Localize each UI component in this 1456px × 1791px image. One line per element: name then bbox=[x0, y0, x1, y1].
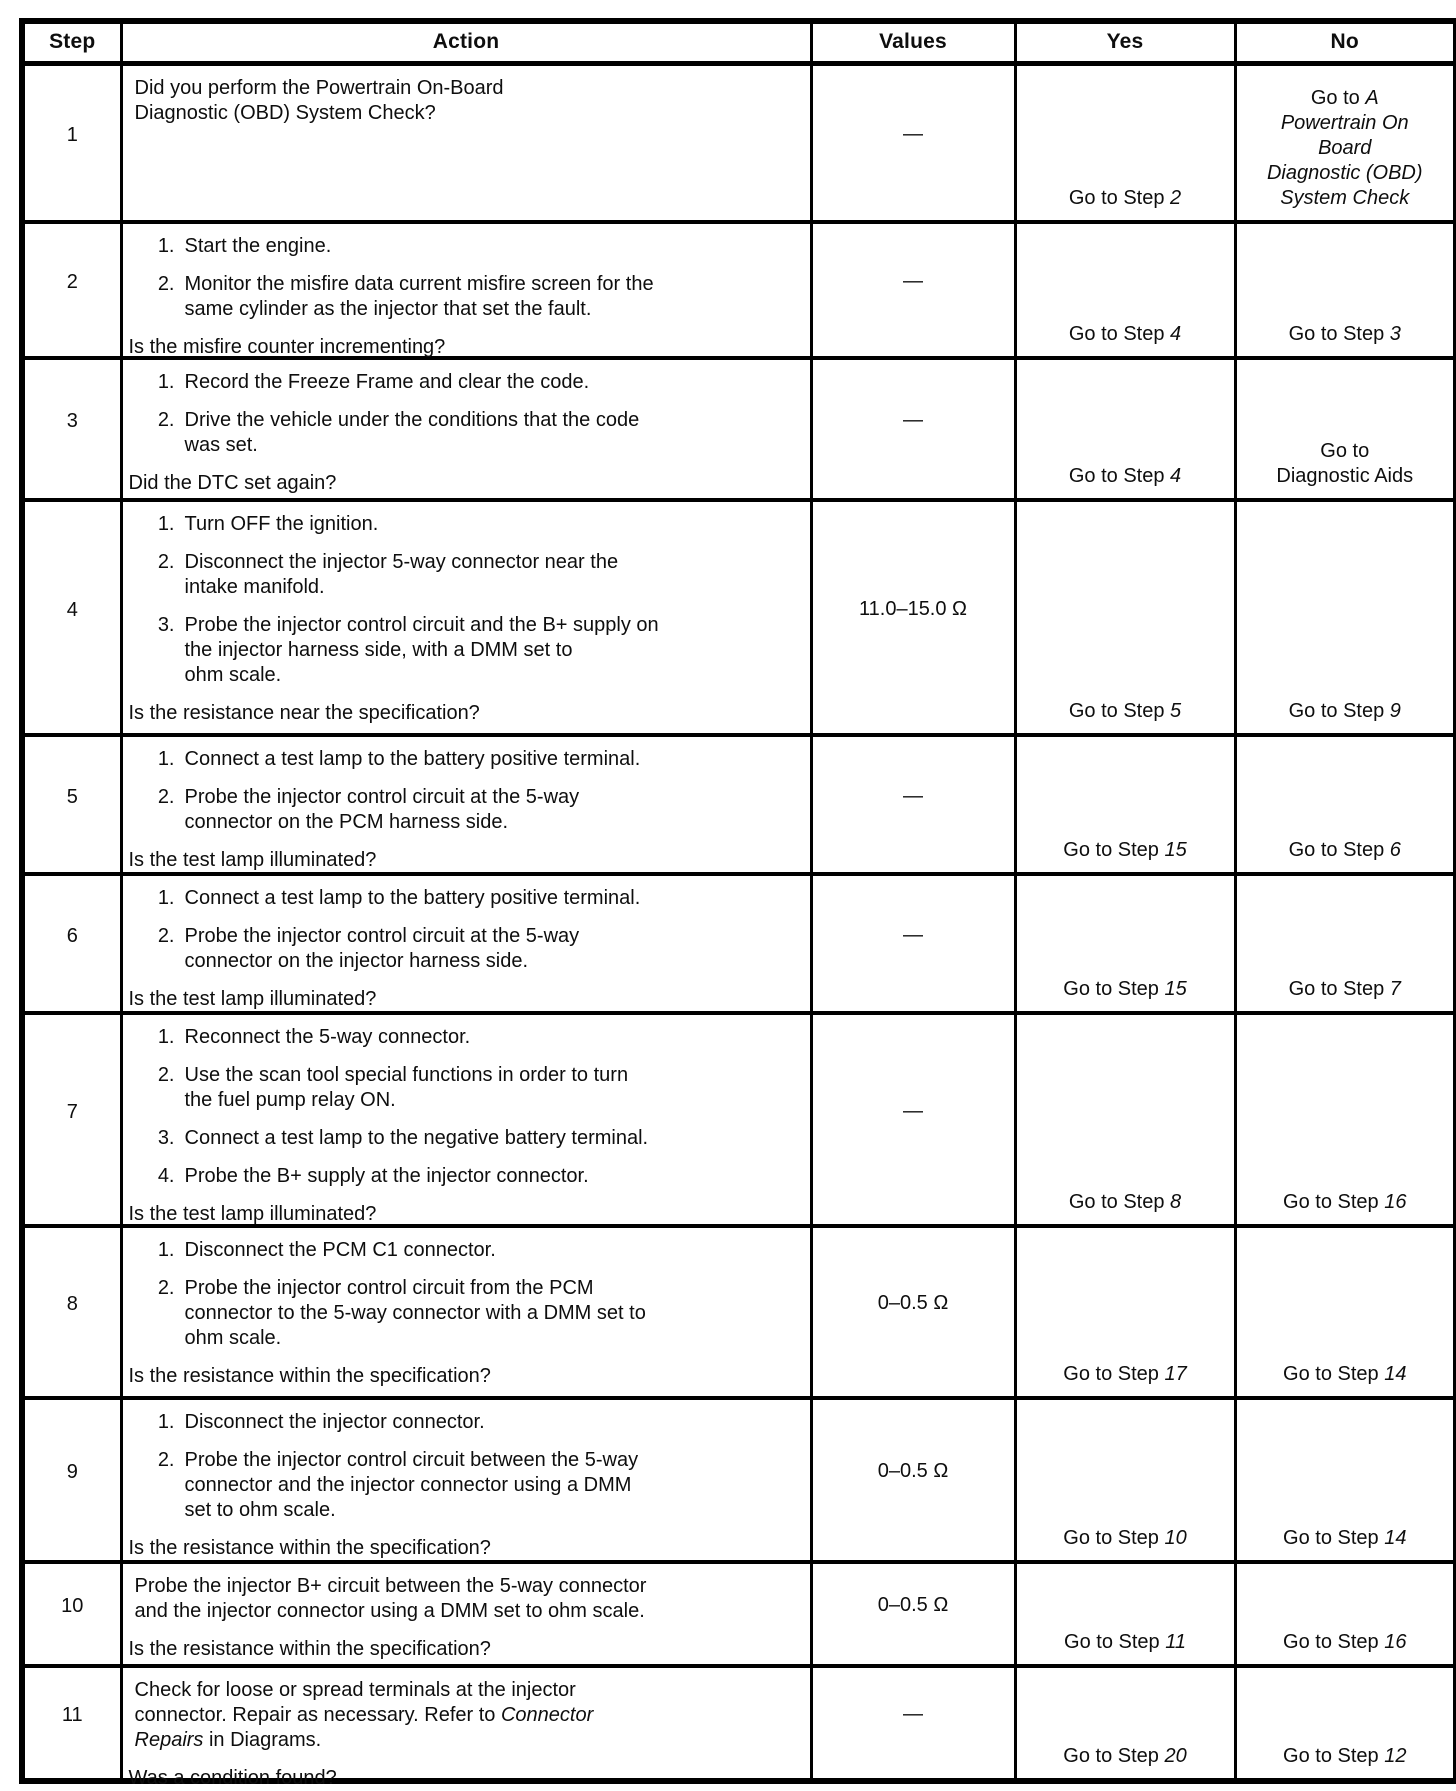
item-text: Start the engine. bbox=[184, 234, 332, 257]
item-text bbox=[185, 785, 580, 835]
text-segment: Go to Step bbox=[1063, 838, 1165, 861]
yes-cell bbox=[1015, 1398, 1235, 1562]
reference-text: 10 bbox=[1164, 1526, 1187, 1549]
no-cell bbox=[1235, 874, 1456, 1013]
table-row bbox=[22, 500, 1456, 735]
text-segment: Go to Step bbox=[1288, 699, 1390, 722]
action-question: Was a condition found? bbox=[128, 1766, 337, 1789]
action-step-item bbox=[149, 747, 802, 772]
reference-text: 20 bbox=[1164, 1744, 1187, 1767]
text-segment: Go to Step bbox=[1063, 1362, 1165, 1385]
step-number: 6 bbox=[66, 924, 78, 947]
action-question: Is the test lamp illuminated? bbox=[128, 1202, 377, 1225]
reference-text: 4 bbox=[1170, 322, 1182, 345]
item-text bbox=[185, 1063, 629, 1113]
diagnostic-table bbox=[19, 18, 1456, 1789]
reference-text: Powertrain On bbox=[1280, 111, 1409, 134]
item-text bbox=[185, 550, 619, 600]
action-step-item bbox=[149, 512, 802, 537]
item-text: Turn OFF the ignition. bbox=[184, 512, 379, 535]
step-number: 9 bbox=[66, 1461, 78, 1483]
text-segment: Probe the injector control circuit and the B+ supply on bbox=[184, 613, 659, 636]
action-list bbox=[129, 370, 802, 458]
reference-text: Board bbox=[1318, 136, 1372, 159]
text-segment: Diagnostic (OBD) System Check? bbox=[134, 101, 436, 124]
text-segment: Probe the injector B+ circuit between the 5-way connector bbox=[134, 1574, 647, 1597]
table-row bbox=[22, 1226, 1456, 1398]
action-cell bbox=[121, 1013, 811, 1226]
action-step-item bbox=[149, 886, 802, 911]
reference-text: 11 bbox=[1165, 1630, 1186, 1653]
text-segment: was set. bbox=[184, 433, 258, 456]
text-segment: and the injector connector using a DMM set to ohm scale. bbox=[134, 1599, 645, 1622]
action-step-item bbox=[149, 408, 802, 458]
action-cell bbox=[121, 1562, 811, 1666]
reference-text: 4 bbox=[1170, 464, 1182, 487]
action-cell bbox=[121, 735, 811, 874]
action-step-item bbox=[149, 1276, 802, 1351]
action-question: Is the resistance within the specification? bbox=[128, 1364, 491, 1387]
text-segment: Go to Step bbox=[1283, 1190, 1385, 1213]
reference-text: 14 bbox=[1384, 1526, 1407, 1549]
no-cell bbox=[1235, 63, 1456, 222]
item-number: 1. bbox=[157, 886, 175, 909]
step-number: 11 bbox=[61, 1704, 83, 1726]
action-content bbox=[129, 1236, 802, 1388]
text-segment: Probe the injector control circuit between the 5-way bbox=[184, 1448, 639, 1471]
reference-text: 16 bbox=[1384, 1190, 1407, 1213]
action-step-item bbox=[149, 613, 802, 688]
values-cell: 0–0.5 Ω bbox=[811, 1562, 1015, 1666]
action-content bbox=[128, 1676, 802, 1789]
text-segment: Go to Step bbox=[1288, 838, 1390, 861]
step-cell bbox=[22, 1666, 121, 1781]
table-row bbox=[22, 1013, 1456, 1226]
action-cell bbox=[121, 1398, 811, 1562]
header-no: No bbox=[1235, 21, 1456, 63]
step-number: 2 bbox=[66, 271, 78, 293]
action-content bbox=[129, 74, 802, 212]
text-segment: Diagnostic Aids bbox=[1276, 464, 1414, 487]
action-list bbox=[129, 512, 802, 688]
item-text: Connect a test lamp to the battery positive terminal. bbox=[184, 886, 641, 909]
text-segment: Go to Step bbox=[1068, 1190, 1171, 1213]
step-cell bbox=[22, 358, 121, 500]
action-list bbox=[129, 234, 802, 322]
action-cell bbox=[121, 358, 811, 500]
action-list bbox=[129, 1410, 802, 1523]
text-segment: Did you perform the Powertrain On-Board bbox=[134, 76, 504, 99]
item-number: 2. bbox=[157, 924, 175, 947]
text-segment: connector on the PCM harness side. bbox=[184, 810, 509, 833]
text-segment: the injector harness side, with a DMM set to bbox=[184, 638, 573, 661]
text-segment: Go to Step bbox=[1283, 1526, 1385, 1549]
step-number: 10 bbox=[61, 1595, 84, 1617]
step-cell bbox=[22, 735, 121, 874]
reference-text: Repairs bbox=[134, 1728, 204, 1751]
values-cell: — bbox=[811, 358, 1015, 500]
text-segment: Monitor the misfire data current misfire screen for the bbox=[184, 272, 654, 295]
item-number: 4. bbox=[157, 1164, 175, 1187]
action-step-item bbox=[149, 1448, 802, 1523]
step-cell bbox=[22, 1562, 121, 1666]
item-number: 1. bbox=[157, 234, 175, 257]
item-text: Record the Freeze Frame and clear the code. bbox=[184, 370, 590, 393]
action-question: Is the test lamp illuminated? bbox=[128, 848, 377, 871]
action-content bbox=[128, 1023, 802, 1225]
no-cell bbox=[1235, 1398, 1456, 1562]
text-segment: connector to the 5-way connector with a DMM set to bbox=[184, 1301, 646, 1324]
item-number: 2. bbox=[157, 1448, 175, 1471]
no-cell bbox=[1235, 1226, 1456, 1398]
no-cell bbox=[1235, 1666, 1456, 1781]
item-text bbox=[185, 1276, 646, 1351]
action-step-item bbox=[149, 1164, 802, 1189]
reference-text: 3 bbox=[1389, 322, 1401, 345]
item-number: 2. bbox=[157, 785, 175, 808]
action-intro bbox=[135, 76, 802, 126]
item-number: 3. bbox=[157, 1126, 175, 1149]
action-question: Did the DTC set again? bbox=[128, 471, 337, 494]
reference-text: System Check bbox=[1280, 186, 1410, 209]
action-step-item bbox=[149, 1238, 802, 1263]
text-segment: Go to bbox=[1320, 439, 1370, 462]
text-segment: Go to Step bbox=[1068, 186, 1171, 209]
reference-text: 12 bbox=[1384, 1744, 1407, 1767]
item-text bbox=[185, 272, 654, 322]
step-number: 7 bbox=[66, 1100, 78, 1123]
action-content bbox=[128, 1408, 802, 1559]
text-segment: connector on the injector harness side. bbox=[184, 949, 529, 972]
no-cell bbox=[1235, 222, 1456, 358]
reference-text: A bbox=[1365, 86, 1379, 109]
item-number: 1. bbox=[157, 370, 175, 393]
action-cell bbox=[121, 874, 811, 1013]
action-cell bbox=[121, 1226, 811, 1398]
action-step-item bbox=[149, 272, 802, 322]
values-cell: 11.0–15.0 Ω bbox=[811, 500, 1015, 735]
item-text: Connect a test lamp to the battery positive terminal. bbox=[184, 747, 641, 770]
action-question: Is the misfire counter incrementing? bbox=[128, 335, 446, 358]
reference-text: 15 bbox=[1164, 977, 1187, 1000]
step-cell bbox=[22, 63, 121, 222]
text-segment: Go to bbox=[1310, 86, 1366, 109]
step-number: 3 bbox=[66, 410, 78, 432]
action-content bbox=[128, 232, 802, 358]
no-cell bbox=[1235, 1013, 1456, 1226]
values-cell: — bbox=[811, 1666, 1015, 1781]
action-step-item bbox=[149, 1063, 802, 1113]
action-step-item bbox=[149, 1126, 802, 1151]
action-content bbox=[129, 510, 802, 725]
text-segment: Go to Step bbox=[1288, 322, 1390, 345]
text-segment: connector. Repair as necessary. Refer to bbox=[134, 1703, 501, 1726]
item-text bbox=[185, 924, 580, 974]
action-cell bbox=[121, 500, 811, 735]
item-number: 3. bbox=[157, 613, 175, 636]
item-text: Probe the B+ supply at the injector connector. bbox=[184, 1164, 589, 1187]
item-text bbox=[185, 613, 659, 688]
table-row bbox=[22, 1398, 1456, 1562]
yes-cell bbox=[1015, 63, 1235, 222]
item-number: 2. bbox=[157, 1276, 175, 1299]
action-step-item bbox=[149, 785, 802, 835]
action-content bbox=[128, 745, 802, 871]
text-segment: Probe the injector control circuit at the 5-way bbox=[184, 924, 580, 947]
yes-cell bbox=[1015, 500, 1235, 735]
text-segment: Go to Step bbox=[1283, 1744, 1385, 1767]
yes-cell bbox=[1015, 358, 1235, 500]
text-segment: ohm scale. bbox=[184, 1326, 282, 1349]
reference-text: 17 bbox=[1164, 1362, 1187, 1385]
item-number: 1. bbox=[157, 512, 175, 535]
yes-cell bbox=[1015, 874, 1235, 1013]
step-cell bbox=[22, 874, 121, 1013]
action-intro bbox=[135, 1574, 802, 1624]
step-cell bbox=[22, 1226, 121, 1398]
table-row bbox=[22, 874, 1456, 1013]
no-cell bbox=[1235, 358, 1456, 500]
action-question: Is the resistance within the specification? bbox=[128, 1536, 491, 1559]
values-cell: 0–0.5 Ω bbox=[811, 1398, 1015, 1562]
text-segment: the fuel pump relay ON. bbox=[184, 1088, 396, 1111]
table-row bbox=[22, 735, 1456, 874]
action-cell bbox=[121, 63, 811, 222]
item-text: Reconnect the 5-way connector. bbox=[184, 1025, 471, 1048]
values-cell: 0–0.5 Ω bbox=[811, 1226, 1015, 1398]
item-text bbox=[185, 408, 640, 458]
text-segment: Go to Step bbox=[1288, 977, 1390, 1000]
text-segment: Drive the vehicle under the conditions that the code bbox=[184, 408, 640, 431]
values-cell: — bbox=[811, 1013, 1015, 1226]
reference-text: Connector bbox=[500, 1703, 594, 1726]
text-segment: Use the scan tool special functions in order to turn bbox=[184, 1063, 629, 1086]
text-segment: Check for loose or spread terminals at the injector bbox=[134, 1678, 576, 1701]
item-text bbox=[185, 1448, 639, 1523]
action-intro bbox=[135, 1678, 802, 1753]
text-segment: Go to Step bbox=[1064, 1630, 1166, 1653]
table-row bbox=[22, 358, 1456, 500]
table-row bbox=[22, 63, 1456, 222]
reference-text: 15 bbox=[1164, 838, 1187, 861]
action-question: Is the resistance within the specification? bbox=[128, 1637, 491, 1660]
no-cell bbox=[1235, 1562, 1456, 1666]
action-cell bbox=[121, 222, 811, 358]
item-number: 2. bbox=[157, 272, 175, 295]
item-text: Disconnect the PCM C1 connector. bbox=[184, 1238, 496, 1261]
reference-text: 6 bbox=[1389, 838, 1401, 861]
yes-cell bbox=[1015, 1226, 1235, 1398]
action-list bbox=[129, 1238, 802, 1351]
table-row bbox=[22, 222, 1456, 358]
item-number: 2. bbox=[157, 1063, 175, 1086]
step-number: 5 bbox=[66, 785, 78, 808]
step-number: 4 bbox=[66, 598, 78, 621]
item-text: Connect a test lamp to the negative battery terminal. bbox=[184, 1126, 649, 1149]
action-step-item bbox=[149, 924, 802, 974]
item-number: 2. bbox=[157, 408, 175, 431]
no-cell bbox=[1235, 735, 1456, 874]
text-segment: connector and the injector connector using a DMM bbox=[184, 1473, 632, 1496]
header-step: Step bbox=[22, 21, 121, 63]
text-segment: Go to Step bbox=[1068, 699, 1171, 722]
text-segment: Go to Step bbox=[1283, 1630, 1385, 1653]
action-list bbox=[129, 747, 802, 835]
reference-text: 9 bbox=[1389, 699, 1401, 722]
text-segment: Go to Step bbox=[1068, 464, 1171, 487]
item-text: Disconnect the injector connector. bbox=[184, 1410, 485, 1433]
text-segment: Go to Step bbox=[1063, 1744, 1165, 1767]
action-step-item bbox=[149, 1410, 802, 1435]
text-segment: ohm scale. bbox=[184, 663, 282, 686]
item-number: 1. bbox=[157, 1238, 175, 1261]
yes-cell bbox=[1015, 1562, 1235, 1666]
text-segment: in Diagrams. bbox=[203, 1728, 322, 1751]
header-values: Values bbox=[811, 21, 1015, 63]
values-cell: — bbox=[811, 63, 1015, 222]
text-segment: Go to Step bbox=[1063, 1526, 1165, 1549]
action-list bbox=[129, 1025, 802, 1189]
text-segment: Go to Step bbox=[1063, 977, 1165, 1000]
text-segment: Go to Step bbox=[1068, 322, 1171, 345]
reference-text: 5 bbox=[1170, 699, 1182, 722]
item-number: 1. bbox=[157, 1410, 175, 1433]
step-number: 8 bbox=[66, 1293, 78, 1315]
text-segment: intake manifold. bbox=[184, 575, 325, 598]
header-action: Action bbox=[121, 21, 811, 63]
action-content bbox=[128, 368, 802, 494]
table-body bbox=[22, 63, 1456, 1789]
yes-cell bbox=[1015, 1666, 1235, 1781]
item-number: 1. bbox=[157, 1025, 175, 1048]
text-segment: Disconnect the injector 5-way connector near the bbox=[184, 550, 619, 573]
action-question: Is the resistance near the specification? bbox=[128, 701, 480, 724]
action-step-item bbox=[149, 370, 802, 395]
action-list bbox=[129, 886, 802, 974]
yes-cell bbox=[1015, 1013, 1235, 1226]
step-cell bbox=[22, 500, 121, 735]
step-cell bbox=[22, 1398, 121, 1562]
reference-text: 16 bbox=[1384, 1630, 1407, 1653]
action-step-item bbox=[149, 1025, 802, 1050]
yes-cell bbox=[1015, 735, 1235, 874]
step-number: 1 bbox=[66, 124, 78, 146]
action-question: Is the test lamp illuminated? bbox=[128, 987, 377, 1010]
text-segment: same cylinder as the injector that set the fault. bbox=[184, 297, 592, 320]
reference-text: Diagnostic (OBD) bbox=[1266, 161, 1423, 184]
action-step-item bbox=[149, 234, 802, 259]
text-segment: Probe the injector control circuit from the PCM bbox=[184, 1276, 594, 1299]
table-row bbox=[22, 1666, 1456, 1781]
action-content bbox=[128, 884, 802, 1010]
action-content bbox=[128, 1572, 802, 1660]
table-row bbox=[22, 1562, 1456, 1666]
header-row bbox=[22, 21, 1456, 63]
action-step-item bbox=[149, 550, 802, 600]
reference-text: 2 bbox=[1170, 186, 1182, 209]
action-cell bbox=[121, 1666, 811, 1789]
yes-cell bbox=[1015, 222, 1235, 358]
header-yes: Yes bbox=[1015, 21, 1235, 63]
text-segment: Probe the injector control circuit at the 5-way bbox=[184, 785, 580, 808]
values-cell: — bbox=[811, 874, 1015, 1013]
step-cell bbox=[22, 222, 121, 358]
text-segment: Go to Step bbox=[1283, 1362, 1385, 1385]
step-cell bbox=[22, 1013, 121, 1226]
item-number: 1. bbox=[157, 747, 175, 770]
reference-text: 7 bbox=[1389, 977, 1401, 1000]
no-cell bbox=[1235, 500, 1456, 735]
reference-text: 14 bbox=[1384, 1362, 1407, 1385]
reference-text: 8 bbox=[1170, 1190, 1182, 1213]
values-cell: — bbox=[811, 735, 1015, 874]
values-cell: — bbox=[811, 222, 1015, 358]
text-segment: set to ohm scale. bbox=[184, 1498, 336, 1521]
item-number: 2. bbox=[157, 550, 175, 573]
